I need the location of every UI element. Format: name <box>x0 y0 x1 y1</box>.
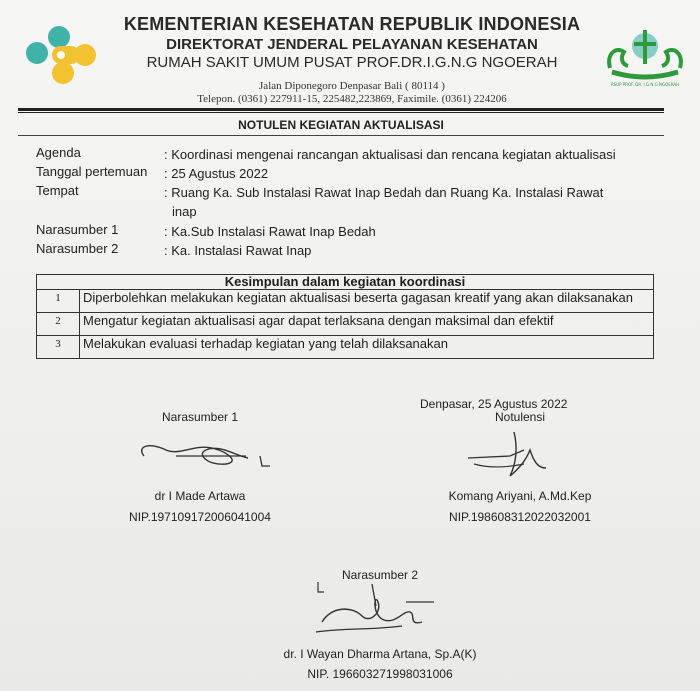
hospital-logo-caption: RSUP PROF. DR. I.G.N.G NGOERAH <box>610 82 680 87</box>
table-row <box>37 313 654 336</box>
agenda-label: Agenda <box>36 145 81 160</box>
date-label: Tanggal pertemuan <box>36 164 148 179</box>
conclusions-table <box>36 274 654 359</box>
left-signature-icon <box>136 436 276 472</box>
ministry-logo-icon <box>26 26 96 84</box>
row-number: 1 <box>37 290 80 313</box>
row-number: 3 <box>37 336 80 359</box>
right-signer-name: Komang Ariyani, A.Md.Kep <box>448 489 592 503</box>
speaker2-value: : Ka. Instalasi Rawat Inap <box>164 243 312 258</box>
table-row <box>37 336 654 359</box>
right-signer-role: Notulensi <box>494 410 546 424</box>
document-title: NOTULEN KEGIATAN AKTUALISASI <box>238 118 444 132</box>
header-divider-thick <box>18 108 664 111</box>
conclusions-header-row <box>37 275 654 290</box>
place-label: Tempat <box>36 183 79 198</box>
left-signer-nip: NIP.197109172006041004 <box>129 510 271 524</box>
left-signer-name: dr I Made Artawa <box>154 489 246 503</box>
place-value <box>164 183 634 221</box>
speaker2-label: Narasumber 2 <box>36 241 119 256</box>
agenda-value: : Koordinasi mengenai rancangan aktualisasi dan rencana kegiatan aktualisasi <box>164 147 616 162</box>
row-text: Mengatur kegiatan aktualisasi agar dapat terlaksana dengan maksimal dan efektif <box>80 313 654 336</box>
title-divider <box>18 135 664 136</box>
speaker1-value: : Ka.Sub Instalasi Rawat Inap Bedah <box>164 224 376 239</box>
place-value-line1: : Ruang Ka. Sub Instalasi Rawat Inap Bedah dan Ruang Ka. Instalasi Rawat <box>164 185 604 200</box>
bottom-signer-role: Narasumber 2 <box>341 568 419 582</box>
row-text: Melakukan evaluasi terhadap kegiatan yang telah dilaksanakan <box>80 336 654 359</box>
directorate-heading: DIREKTORAT JENDERAL PELAYANAN KESEHATAN <box>166 36 538 53</box>
phone-line: Telepon. (0361) 227911-15, 225482,223869, Faximile. (0361) 224206 <box>197 93 507 105</box>
bottom-signer-nip: NIP. 196603271998031006 <box>307 667 453 681</box>
row-text: Diperbolehkan melakukan kegiatan aktualisasi beserta gagasan kreatif yang akan dilaksanakan <box>80 290 654 313</box>
hospital-logo-icon <box>602 24 688 88</box>
hospital-heading: RUMAH SAKIT UMUM PUSAT PROF.DR.I.G.N.G NGOERAH <box>146 54 558 71</box>
place-date: Denpasar, 25 Agustus 2022 <box>420 397 568 411</box>
place-value-line2: inap <box>172 204 197 219</box>
row-number: 2 <box>37 313 80 336</box>
date-value: : 25 Agustus 2022 <box>164 166 269 181</box>
bottom-signature-icon <box>312 576 442 636</box>
conclusions-header: Kesimpulan dalam kegiatan koordinasi <box>37 275 654 290</box>
address-line: Jalan Diponegoro Denpasar Bali ( 80114 ) <box>259 80 445 92</box>
right-signer-nip: NIP.198608312022032001 <box>449 510 591 524</box>
speaker1-label: Narasumber 1 <box>36 222 119 237</box>
header-divider-thin <box>18 112 664 113</box>
left-signer-role: Narasumber 1 <box>161 410 239 424</box>
right-signature-icon <box>464 428 554 480</box>
bottom-signer-name: dr. I Wayan Dharma Artana, Sp.A(K) <box>283 647 477 661</box>
table-row <box>37 290 654 313</box>
ministry-heading: KEMENTERIAN KESEHATAN REPUBLIK INDONESIA <box>123 14 581 34</box>
